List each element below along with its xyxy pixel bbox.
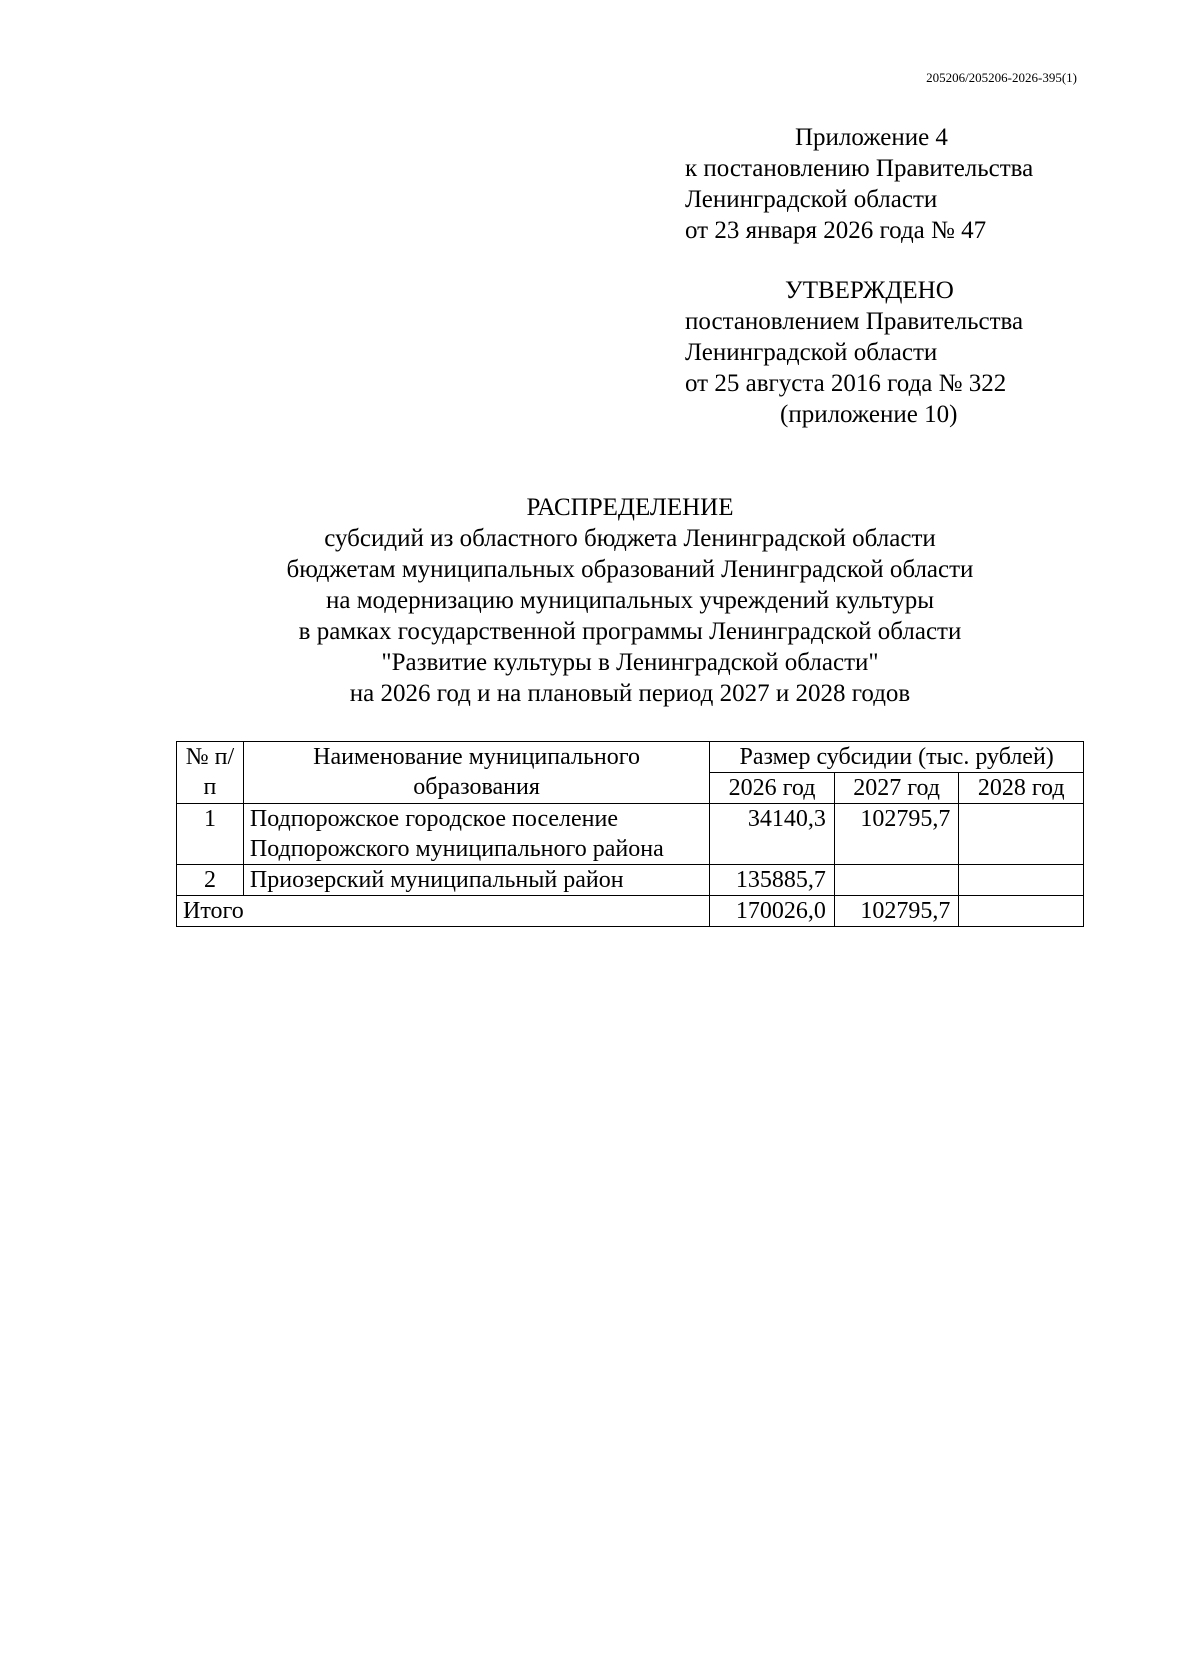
title-line: субсидий из областного бюджета Ленинградской области [324,525,936,552]
title-line: "Развитие культуры в Ленинградской области" [381,649,879,676]
table-row [177,865,1084,896]
title-main: РАСПРЕДЕЛЕНИЕ [526,494,734,521]
appendix-number: Приложение 4 [795,124,948,151]
table-header-row [177,742,1084,773]
appendix-line: Ленинградской области [685,186,938,213]
approved-header [685,275,1023,430]
row-name: Приозерский муниципальный район [243,865,709,896]
appendix-line: от 23 января 2026 года № 47 [685,217,987,244]
row-value-2027 [834,865,959,896]
total-value-2026: 170026,0 [710,896,835,927]
approved-heading: УТВЕРЖДЕНО [785,277,954,304]
title-line: на 2026 год и на плановый период 2027 и 2028 годов [349,680,911,707]
row-value-2026: 135885,7 [710,865,835,896]
approved-line: постановлением Правительства [685,308,1024,335]
appendix-line: к постановлению Правительства [685,155,1034,182]
title-line: бюджетам муниципальных образований Ленинградской области [286,556,974,583]
header-num: № п/п [177,742,244,804]
title-line: в рамках государственной программы Ленинградской области [298,618,962,645]
approved-line: (приложение 10) [780,401,958,428]
document-id: 205206/205206-2026-395(1) [926,70,1077,85]
approved-line: от 25 августа 2016 года № 322 [685,370,1007,397]
header-year-2026: 2026 год [710,773,835,804]
title-line: на модернизацию муниципальных учреждений культуры [325,587,935,614]
table-total-row [177,896,1084,927]
row-value-2027: 102795,7 [834,804,959,865]
total-value-2027: 102795,7 [834,896,959,927]
header-year-2028: 2028 год [959,773,1084,804]
approved-line: Ленинградской области [685,339,938,366]
row-value-2028 [959,865,1084,896]
row-name: Подпорожское городское поселение Подпорожского муниципального района [243,804,709,865]
table-row [177,804,1084,865]
row-num: 2 [177,865,244,896]
subsidy-table [176,741,1084,927]
total-value-2028 [959,896,1084,927]
document-title [180,492,1080,709]
header-name: Наименование муниципального образования [243,742,709,804]
header-year-2027: 2027 год [834,773,959,804]
header-amount: Размер субсидии (тыс. рублей) [710,742,1084,773]
row-num: 1 [177,804,244,865]
row-value-2028 [959,804,1084,865]
row-value-2026: 34140,3 [710,804,835,865]
total-label: Итого [177,896,710,927]
appendix-header [685,122,1033,246]
